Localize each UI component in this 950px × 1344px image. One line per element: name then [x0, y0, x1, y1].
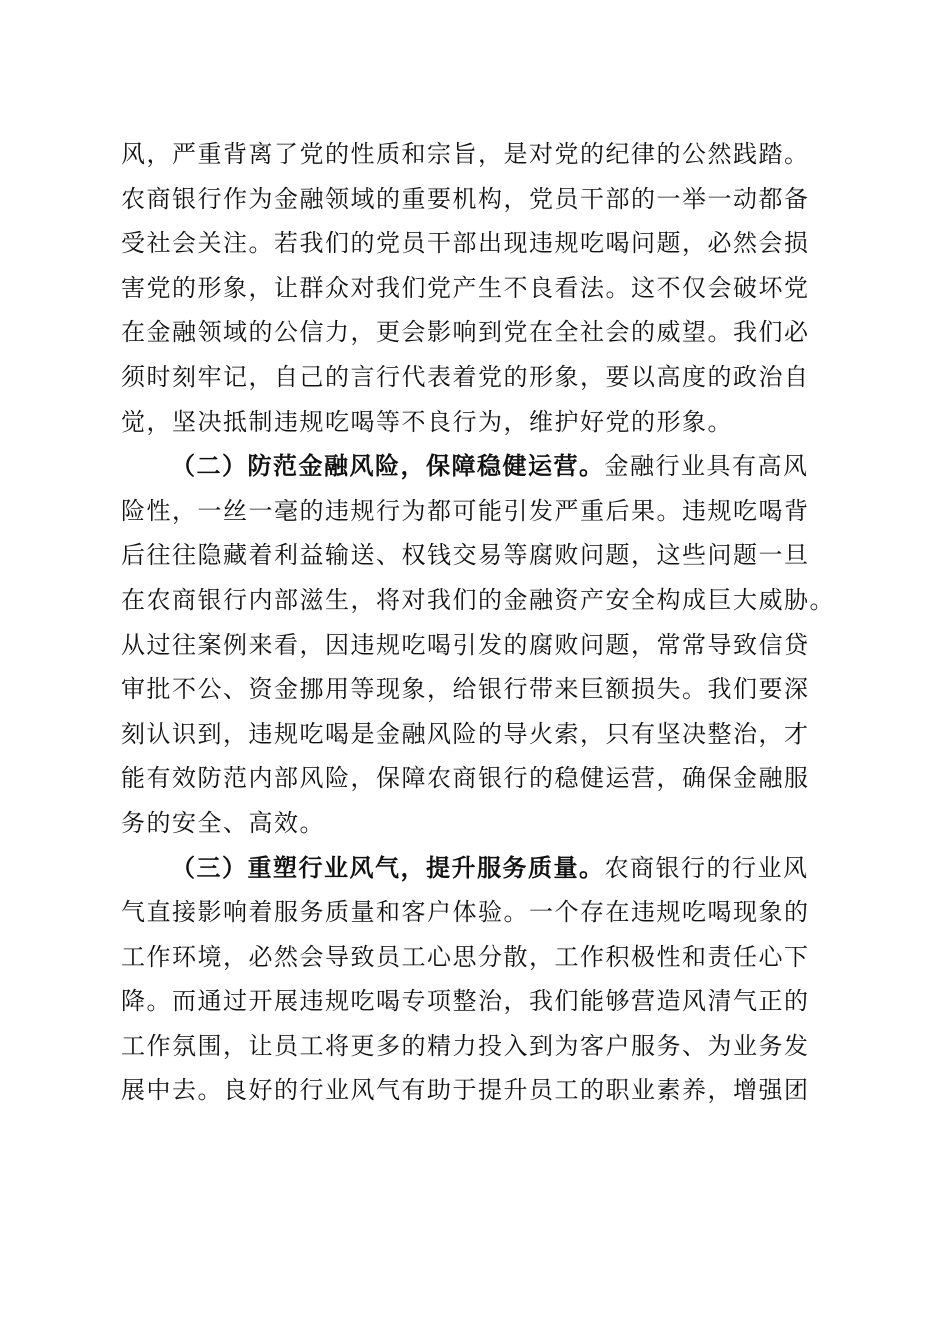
paragraph-line: 降。而通过开展违规吃喝专项整治，我们能够营造风清气正的 [121, 987, 810, 1016]
paragraph-line: 气直接影响着服务质量和客户体验。一个存在违规吃喝现象的 [121, 898, 810, 927]
paragraph-line: 农商银行作为金融领域的重要机构，党员干部的一举一动都备 [121, 184, 810, 213]
document-page [121, 132, 841, 1113]
section-3-heading: （三）重塑行业风气，提升服务质量。 [171, 852, 605, 882]
paragraph-line: 工作环境，必然会导致员工心思分散，工作积极性和责任心下 [121, 942, 810, 971]
paragraph-line: 受社会关注。若我们的党员干部出现违规吃喝问题，必然会损 [121, 229, 810, 258]
paragraph-line: 展中去。良好的行业风气有助于提升员工的职业素养，增强团 [121, 1076, 810, 1105]
paragraph-line: 险性，一丝一毫的违规行为都可能引发严重后果。违规吃喝背 [121, 496, 810, 525]
section-2-first-line [121, 444, 841, 489]
paragraph-line: 工作氛围，让员工将更多的精力投入到为客户服务、为业务发 [121, 1031, 810, 1060]
paragraph-line: 须时刻牢记，自己的言行代表着党的形象，要以高度的政治自 [121, 362, 810, 391]
paragraph-line: 害党的形象，让群众对我们党产生不良看法。这不仅会破坏党 [121, 273, 810, 302]
paragraph-line: 风，严重背离了党的性质和宗旨，是对党的纪律的公然践踏。 [121, 140, 810, 168]
section-2-heading: （二）防范金融风险，保障稳健运营。 [171, 451, 605, 481]
paragraph-line: 从过往案例来看，因违规吃喝引发的腐败问题，常常导致信贷 [121, 630, 810, 659]
section-3-first-line [121, 846, 841, 891]
paragraph-line: 在农商银行内部滋生，将对我们的金融资产安全构成巨大威胁。 [121, 585, 835, 614]
paragraph-line: 务的安全、高效。 [121, 808, 325, 837]
paragraph-line: 觉，坚决抵制违规吃喝等不良行为，维护好党的形象。 [121, 407, 733, 436]
section-2-first-text: 金融行业具有高风 [604, 452, 809, 481]
paragraph-line: 刻认识到，违规吃喝是金融风险的导火索，只有坚决整治，才 [121, 719, 810, 748]
paragraph-line: 在金融领域的公信力，更会影响到党在全社会的威望。我们必 [121, 318, 810, 347]
paragraph-line: 审批不公、资金挪用等现象，给银行带来巨额损失。我们要深 [121, 675, 810, 704]
section-3-first-text: 农商银行的行业风 [604, 853, 809, 882]
paragraph-line: 后往往隐藏着利益输送、权钱交易等腐败问题，这些问题一旦 [121, 541, 810, 570]
paragraph-line: 能有效防范内部风险，保障农商银行的稳健运营，确保金融服 [121, 764, 810, 793]
